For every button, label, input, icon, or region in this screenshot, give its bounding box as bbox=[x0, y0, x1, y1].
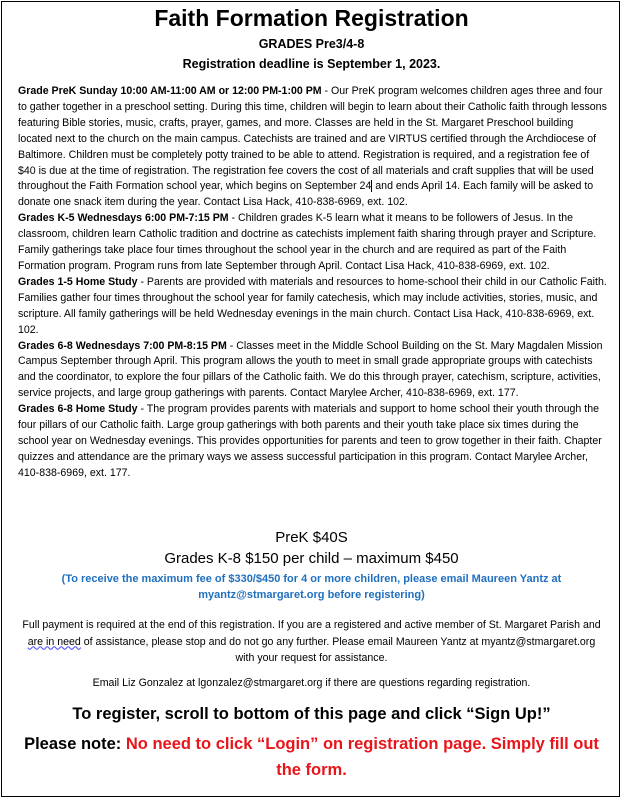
program-text: - Classes meet in the Middle School Building on the St. Mary Magdalen Mission Campus September through April. This program allows the youth to meet in small grade appropriate groups with catechists and the coordinator, to explore the four pillars of the Catholic faith. We do this through prayer, catechism, scripture, activities, service projects, and large group gatherings with parents. Contact Marylee Archer, 410-838-6969, ext. 177. bbox=[18, 339, 603, 400]
program-list bbox=[18, 84, 608, 482]
fee-k8: Grades K-8 $150 per child – maximum $450 bbox=[164, 550, 459, 567]
payment-info bbox=[18, 617, 605, 667]
program-6-8 bbox=[18, 339, 608, 403]
program-heading: Grades K-5 Wednesdays 6:00 PM-7:15 PM bbox=[18, 212, 229, 225]
page-title: Faith Formation Registration bbox=[154, 5, 469, 31]
program-text: - The program provides parents with materials and support to home school their youth through the four pillars of our Catholic faith. Large group gatherings with both parents and their youth take place six times during the school year on Wednesday evenings. This provides opportunities for parents and teen to grow together in their faith. Chapter quizzes and attendance are the primary ways we assess successful participation in this program. Contact Marylee Archer, 410-838-6969, ext. 177. bbox=[18, 403, 602, 479]
program-text: - Parents are provided with materials and resources to home-school their child in our Catholic Faith. Families gather four times throughout the school year for family catechesis, which may include activities, stories, music, and scripture. All family gatherings will be held Wednesday evenings in the main church. Contact Lisa Hack, 410-838-6969, ext. 102. bbox=[18, 275, 607, 336]
grades-subtitle: GRADES Pre3/4-8 bbox=[258, 37, 365, 51]
please-note-label: Please note: bbox=[24, 735, 126, 753]
fee-prek: PreK $40S bbox=[275, 529, 348, 546]
payment-text: Full payment is required at the end of this registration. If you are a registered and active member of St. Margaret Parish and bbox=[22, 619, 601, 631]
contact-email-line: Email Liz Gonzalez at lgonzalez@stmargaret.org if there are questions regarding registration. bbox=[92, 677, 531, 689]
program-prek bbox=[18, 84, 608, 211]
max-fee-note: (To receive the maximum fee of $330/$450 for 4 or more children, please email Maureen Yantz at myantz@stmargaret.org before registering) bbox=[61, 573, 562, 601]
registration-deadline: Registration deadline is September 1, 2023. bbox=[182, 57, 441, 71]
program-heading: Grades 1-5 Home Study bbox=[18, 275, 138, 288]
program-heading: Grades 6-8 Home Study bbox=[18, 403, 138, 416]
program-k5 bbox=[18, 211, 608, 275]
grammar-flagged-text: are in need bbox=[27, 635, 81, 648]
program-text: - Our PreK program welcomes children ages three and four to gather together in a preschool setting. During this time, children will begin to learn about their Catholic faith through lessons featuring Bible stories, music, crafts, prayer, games, and more. Classes are held in the St. Margaret Preschool building located next to the church on the main campus. Catechists are trained and are VIRTUS certified through the Archdiocese of Baltimore. Children must be completely potty trained to be able to attend. Registration is required, and a registration fee of $40 is due at the time of registration. The registration fee covers the cost of all materials and craft supplies that will be used throughout the Faith Formation school year, which begins on September 24 bbox=[18, 85, 607, 193]
program-heading: Grades 6-8 Wednesdays 7:00 PM-8:15 PM bbox=[18, 339, 227, 352]
program-6-8-home-study bbox=[18, 402, 608, 482]
login-warning: No need to click “Login” on registration page. Simply fill out the form. bbox=[125, 735, 599, 779]
register-instruction: To register, scroll to bottom of this page and click “Sign Up!” bbox=[72, 705, 551, 723]
program-1-5-home-study bbox=[18, 275, 608, 339]
payment-text-continued: of assistance, please stop and do not go any further. Please email Maureen Yantz at myantz@stmargaret.org with your request for assistance. bbox=[80, 635, 596, 664]
program-text: - Children grades K-5 learn what it means to be followers of Jesus. In the classroom, children learn Catholic tradition and doctrine as catechists implement faith sharing through prayer and Scripture. Family gatherings take place four times throughout the school year in the church and are required as part of the Faith Formation program. Program runs from late September through April. Contact Lisa Hack, 410-838-6969, ext. 102. bbox=[18, 212, 597, 272]
please-note bbox=[20, 731, 603, 783]
program-heading: Grade PreK Sunday 10:00 AM-11:00 AM or 12:00 PM-1:00 PM bbox=[18, 85, 322, 97]
program-text-continued: and ends April 14. Each family will be asked to donate one snack item during the year. Contact Lisa Hack, 410-838-6969, ext. 102. bbox=[18, 180, 594, 209]
